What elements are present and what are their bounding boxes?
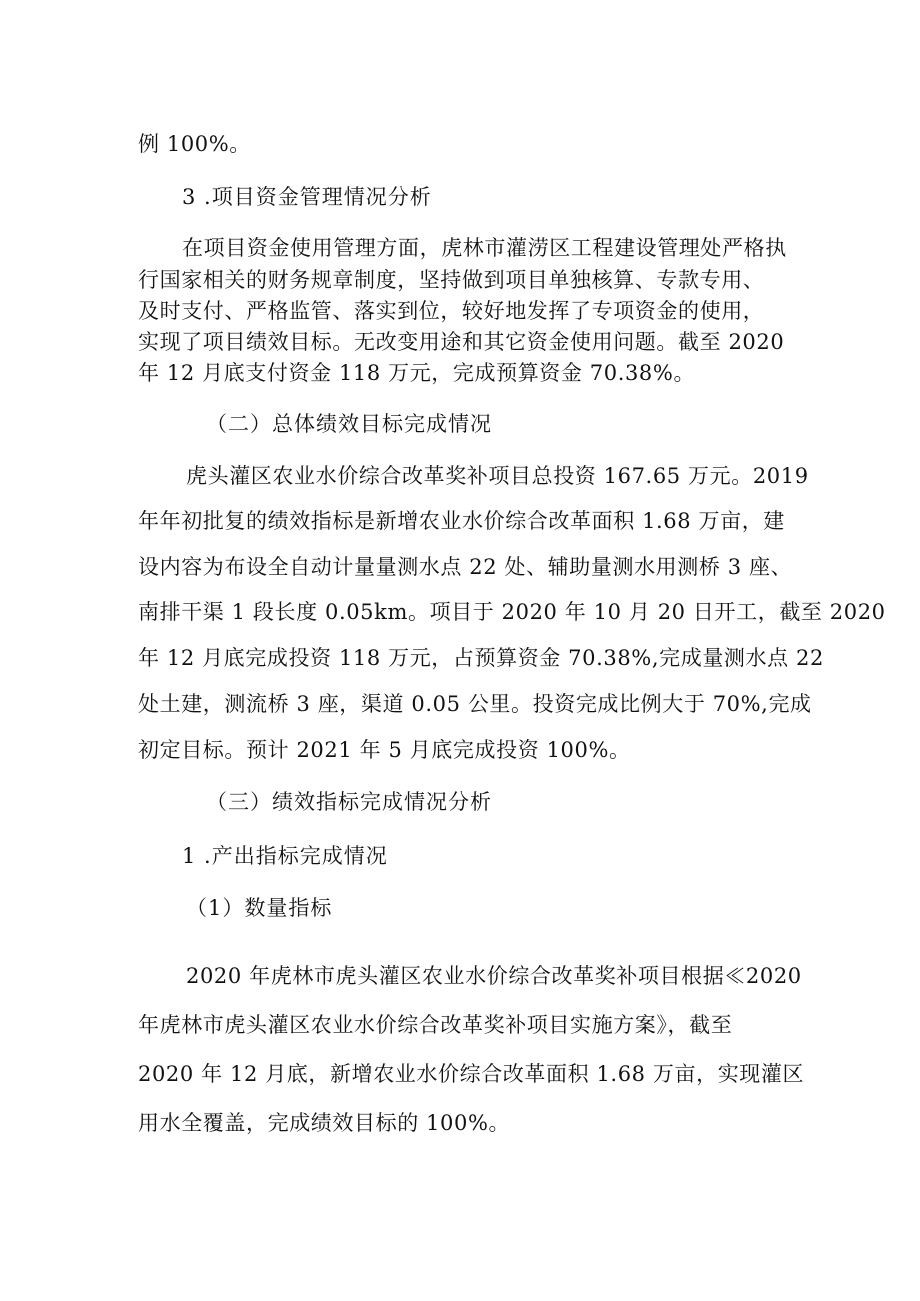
heading-overall-performance: （二）总体绩效目标完成情况 bbox=[206, 412, 492, 436]
heading-output-indicators: 1 .产出指标完成情况 bbox=[182, 844, 388, 868]
heading-fund-management: 3 .项目资金管理情况分析 bbox=[182, 185, 432, 209]
paragraph-overall-line-6: 处土建，测流桥 3 座，渠道 0.05 公里。投资完成比例大于 70%,完成 bbox=[138, 692, 812, 716]
paragraph-quantity-line-3: 2020 年 12 月底，新增农业水价综合改革面积 1.68 万亩，实现灌区 bbox=[138, 1062, 805, 1086]
paragraph-tail-line: 例 100%。 bbox=[138, 132, 251, 156]
paragraph-quantity-line-4: 用水全覆盖，完成绩效目标的 100%。 bbox=[138, 1111, 511, 1135]
paragraph-overall-line-1: 虎头灌区农业水价综合改革奖补项目总投资 167.65 万元。2019 bbox=[186, 464, 809, 488]
paragraph-overall-line-5: 年 12 月底完成投资 118 万元，占预算资金 70.38%,完成量测水点 22 bbox=[138, 646, 824, 670]
paragraph-funds-line-5: 年 12 月底支付资金 118 万元，完成预算资金 70.38%。 bbox=[138, 361, 696, 385]
paragraph-funds-line-4: 实现了项目绩效目标。无改变用途和其它资金使用问题。截至 2020 bbox=[138, 330, 785, 354]
paragraph-overall-line-2: 年年初批复的绩效指标是新增农业水价综合改革面积 1.68 万亩，建 bbox=[138, 509, 785, 533]
heading-quantity-indicators: （1）数量指标 bbox=[186, 896, 333, 920]
paragraph-funds-line-3: 及时支付、严格监管、落实到位，较好地发挥了专项资金的使用， bbox=[138, 299, 765, 323]
paragraph-funds-line-2: 行国家相关的财务规章制度，坚持做到项目单独核算、专款专用、 bbox=[138, 268, 765, 292]
paragraph-quantity-line-1: 2020 年虎林市虎头灌区农业水价综合改革奖补项目根据≪2020 bbox=[186, 964, 802, 988]
paragraph-quantity-line-2: 年虎林市虎头灌区农业水价综合改革奖补项目实施方案》，截至 bbox=[138, 1013, 733, 1037]
paragraph-funds-line-1: 在项目资金使用管理方面，虎林市灌涝区工程建设管理处严格执 bbox=[182, 236, 787, 260]
heading-indicator-analysis: （三）绩效指标完成情况分析 bbox=[206, 790, 492, 814]
paragraph-overall-line-4: 南排干渠 1 段长度 0.05km。项目于 2020 年 10 月 20 日开工，截至 2020 bbox=[138, 600, 886, 624]
paragraph-overall-line-7: 初定目标。预计 2021 年 5 月底完成投资 100%。 bbox=[138, 738, 631, 762]
paragraph-overall-line-3: 设内容为布设全自动计量量测水点 22 处、辅助量测水用测桥 3 座、 bbox=[138, 555, 793, 579]
